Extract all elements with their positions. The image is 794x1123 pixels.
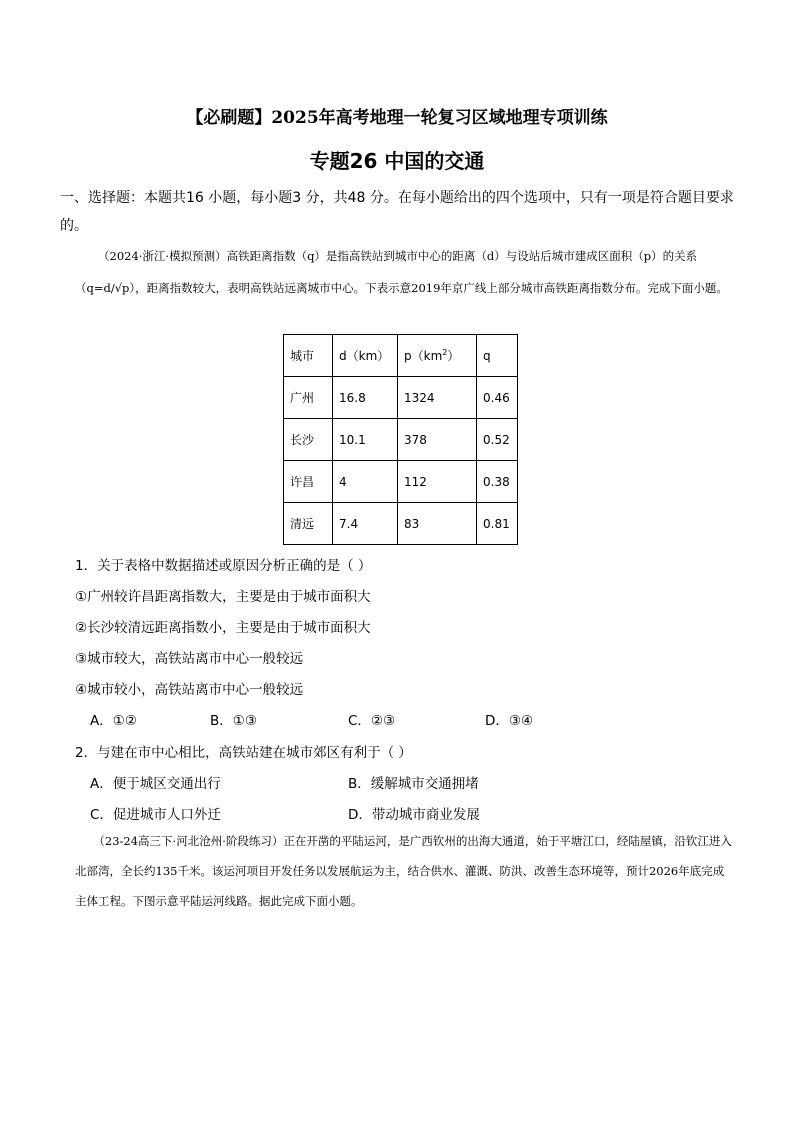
table-header-cell: q [477, 335, 518, 377]
table-cell: 112 [398, 461, 477, 503]
q2-option-b[interactable]: B．缓解城市交通拥堵 [348, 776, 479, 792]
table-row [284, 419, 518, 461]
q1-option-c[interactable]: C．②③ [348, 713, 396, 729]
table-cell: 4 [333, 461, 398, 503]
table-row [284, 503, 518, 545]
table-cell: 0.81 [477, 503, 518, 545]
table-row [284, 461, 518, 503]
table-cell: 许昌 [284, 461, 333, 503]
table-header-row [284, 335, 518, 377]
table-cell: 1324 [398, 377, 477, 419]
table-header-cell: d（km） [333, 335, 398, 377]
statement-1: ①广州较许昌距离指数大，主要是由于城市面积大 [75, 589, 371, 605]
table-cell: 378 [398, 419, 477, 461]
table-cell: 0.46 [477, 377, 518, 419]
table-cell: 10.1 [333, 419, 398, 461]
table-cell: 清远 [284, 503, 333, 545]
question-2-stem: 2．与建在市中心相比，高铁站建在城市郊区有利于（ ） [75, 745, 412, 761]
section-instructions: 一、选择题：本题共16 小题，每小题3 分，共48 分。在每小题给出的四个选项中，只有一项是符合题目要求的。 [60, 190, 734, 234]
table-cell: 长沙 [284, 419, 333, 461]
passage-1: （2024·浙江·模拟预测）高铁距离指数（q）是指高铁站到城市中心的距离（d）与设站后城市建成区面积（p）的关系（q=d/√p），距离指数较大，表明高铁站远离城市中心。下表示意2019年京广线上部分城市高铁距离指数分布。完成下面小题。 [75, 249, 728, 295]
table-header-cell: 城市 [284, 335, 333, 377]
distance-index-table [283, 334, 518, 545]
statement-3: ③城市较大，高铁站离市中心一般较远 [75, 651, 304, 667]
q2-option-a[interactable]: A．便于城区交通出行 [90, 776, 221, 792]
table-cell: 0.52 [477, 419, 518, 461]
q2-option-d[interactable]: D．带动城市商业发展 [348, 807, 480, 823]
q1-option-a[interactable]: A．①② [90, 713, 137, 729]
table-cell: 16.8 [333, 377, 398, 419]
passage-2: （23-24高三下·河北沧州·阶段练习）正在开凿的平陆运河，是广西钦州的出海大通道，始于平塘江口，经陆屋镇，沿钦江进入北部湾，全长约135千米。该运河项目开发任务以发展航运为主，结合供水、灌溉、防洪、改善生态环境等，预计2026年底完成主体工程。下图示意平陆运河线路。据此完成下面小题。 [75, 834, 732, 908]
superscript: 2 [442, 348, 448, 357]
header-text: p（km [404, 349, 443, 363]
table-cell: 7.4 [333, 503, 398, 545]
header-text: ） [447, 349, 460, 363]
q1-option-b[interactable]: B．①③ [210, 713, 257, 729]
table-cell: 广州 [284, 377, 333, 419]
topic-title: 专题26 中国的交通 [309, 149, 485, 173]
q1-option-d[interactable]: D．③④ [485, 713, 534, 729]
table-row [284, 377, 518, 419]
statement-4: ④城市较小，高铁站离市中心一般较远 [75, 682, 304, 698]
document-title: 【必刷题】2025年高考地理一轮复习区域地理专项训练 [186, 108, 608, 128]
table-header-cell [398, 335, 477, 377]
table-cell: 0.38 [477, 461, 518, 503]
statement-2: ②长沙较清远距离指数小，主要是由于城市面积大 [75, 620, 371, 636]
table-cell: 83 [398, 503, 477, 545]
q2-option-c[interactable]: C．促进城市人口外迁 [90, 807, 221, 823]
question-1-stem: 1．关于表格中数据描述或原因分析正确的是（ ） [75, 558, 372, 574]
